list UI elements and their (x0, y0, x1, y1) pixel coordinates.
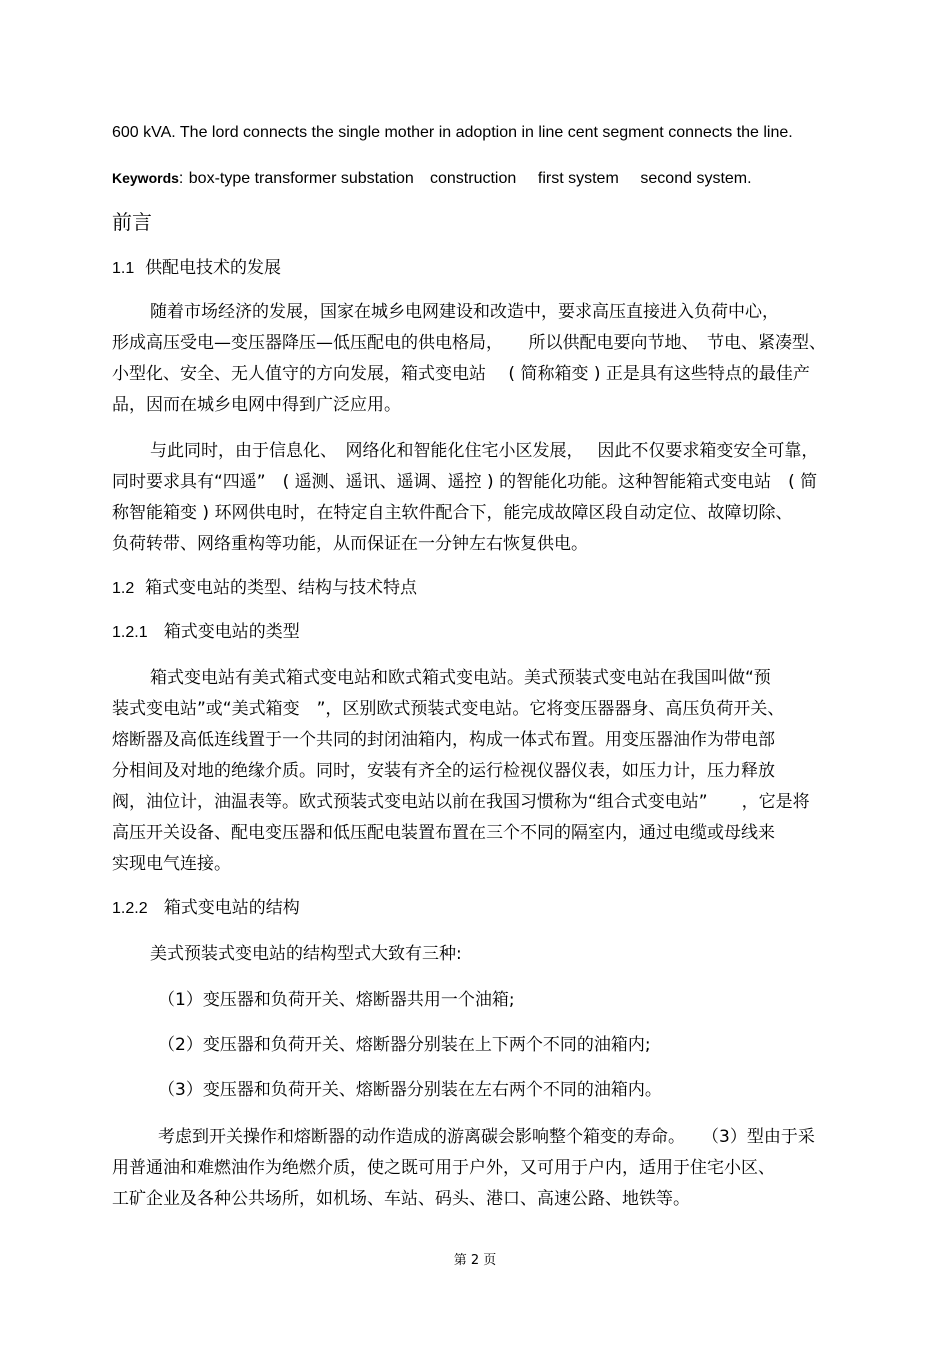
paragraph-line: 工矿企业及各种公共场所，如机场、车站、码头、港口、高速公路、地铁等。 (112, 1189, 690, 1209)
section-title: 箱式变电站的类型、结构与技术特点 (145, 578, 418, 598)
section-heading-1-2-2 (112, 898, 300, 919)
list-item: （1）变压器和负荷开关、熔断器共用一个油箱; (158, 990, 515, 1010)
keyword-term: construction (430, 170, 517, 187)
keywords-label: Keywords (112, 170, 179, 186)
paragraph-line: 小型化、安全、无人值守的方向发展，箱式变电站 ( 简称箱变 ) 正是具有这些特点的最佳产 (112, 364, 810, 384)
paragraph-line: 与此同时，由于信息化、 网络化和智能化住宅小区发展， 因此不仅要求箱变安全可靠， (150, 441, 819, 461)
paragraph-line: 考虑到开关操作和熔断器的动作造成的游离碳会影响整个箱变的寿命。 （3）型由于采 (158, 1127, 815, 1147)
paragraph-line: 分相间及对地的绝缘介质。同时，安装有齐全的运行检视仪器仪表，如压力计，压力释放 (112, 761, 775, 781)
paragraph-line: 阀，油位计，油温表等。欧式预装式变电站以前在我国习惯称为“组合式变电站” ，它是将 (112, 792, 810, 812)
abstract-tail: 600 kVA. The lord connects the single mother in adoption in line cent segment connects the line. (112, 124, 793, 141)
keywords-separator: : (178, 170, 184, 187)
section-title: 箱式变电站的类型 (163, 622, 300, 642)
page-number: 第 2 页 (453, 1253, 497, 1268)
section-number: 1.1 (112, 260, 135, 277)
section-number: 1.2.2 (112, 900, 148, 917)
paragraph-line: 负荷转带、网络重构等功能，从而保证在一分钟左右恢复供电。 (112, 534, 588, 554)
section-heading-1-2-1 (112, 622, 300, 643)
keyword-term: second system. (640, 170, 752, 187)
section-heading-1-2 (112, 578, 417, 599)
section-heading-1-1 (112, 258, 281, 279)
paragraph-line: 实现电气连接。 (112, 854, 231, 874)
list-item: （3）变压器和负荷开关、熔断器分别装在左右两个不同的油箱内。 (158, 1080, 662, 1100)
section-number: 1.2 (112, 580, 135, 597)
paragraph-line: 箱式变电站有美式箱式变电站和欧式箱式变电站。美式预装式变电站在我国叫做“预 (150, 668, 771, 688)
keyword-term: box-type transformer substation (188, 170, 414, 187)
paragraph-line: 熔断器及高低连线置于一个共同的封闭油箱内，构成一体式布置。用变压器油作为带电部 (112, 730, 775, 750)
paragraph-line: 形成高压受电—变压器降压—低压配电的供电格局， 所以供配电要向节地、 节电、紧凑型、 (112, 333, 826, 353)
keywords-line (112, 168, 752, 189)
paragraph-line: 称智能箱变 ) 环网供电时，在特定自主软件配合下，能完成故障区段自动定位、故障切除、 (112, 503, 793, 523)
paragraph-line: 用普通油和难燃油作为绝燃介质，使之既可用于户外，又可用于户内，适用于住宅小区、 (112, 1158, 775, 1178)
section-title: 供配电技术的发展 (145, 258, 282, 278)
section-number: 1.2.1 (112, 624, 148, 641)
keyword-term: first system (537, 170, 619, 187)
paragraph-line: 随着市场经济的发展，国家在城乡电网建设和改造中，要求高压直接进入负荷中心， (150, 302, 779, 322)
paragraph-line: 装式变电站”或“美式箱变 ”，区别欧式预装式变电站。它将变压器器身、高压负荷开关、 (112, 699, 785, 719)
preface-heading: 前言 (112, 210, 152, 234)
section-title: 箱式变电站的结构 (163, 898, 300, 918)
paragraph-line: 美式预装式变电站的结构型式大致有三种: (150, 944, 462, 964)
paragraph-line: 品，因而在城乡电网中得到广泛应用。 (112, 395, 401, 415)
paragraph-line: 高压开关设备、配电变压器和低压配电装置布置在三个不同的隔室内，通过电缆或母线来 (112, 823, 775, 843)
paragraph-line: 同时要求具有“四遥” ( 遥测、遥讯、遥调、遥控 ) 的智能化功能。这种智能箱式变电站 ( 简 (112, 472, 818, 492)
list-item: （2）变压器和负荷开关、熔断器分别装在上下两个不同的油箱内; (158, 1035, 651, 1055)
